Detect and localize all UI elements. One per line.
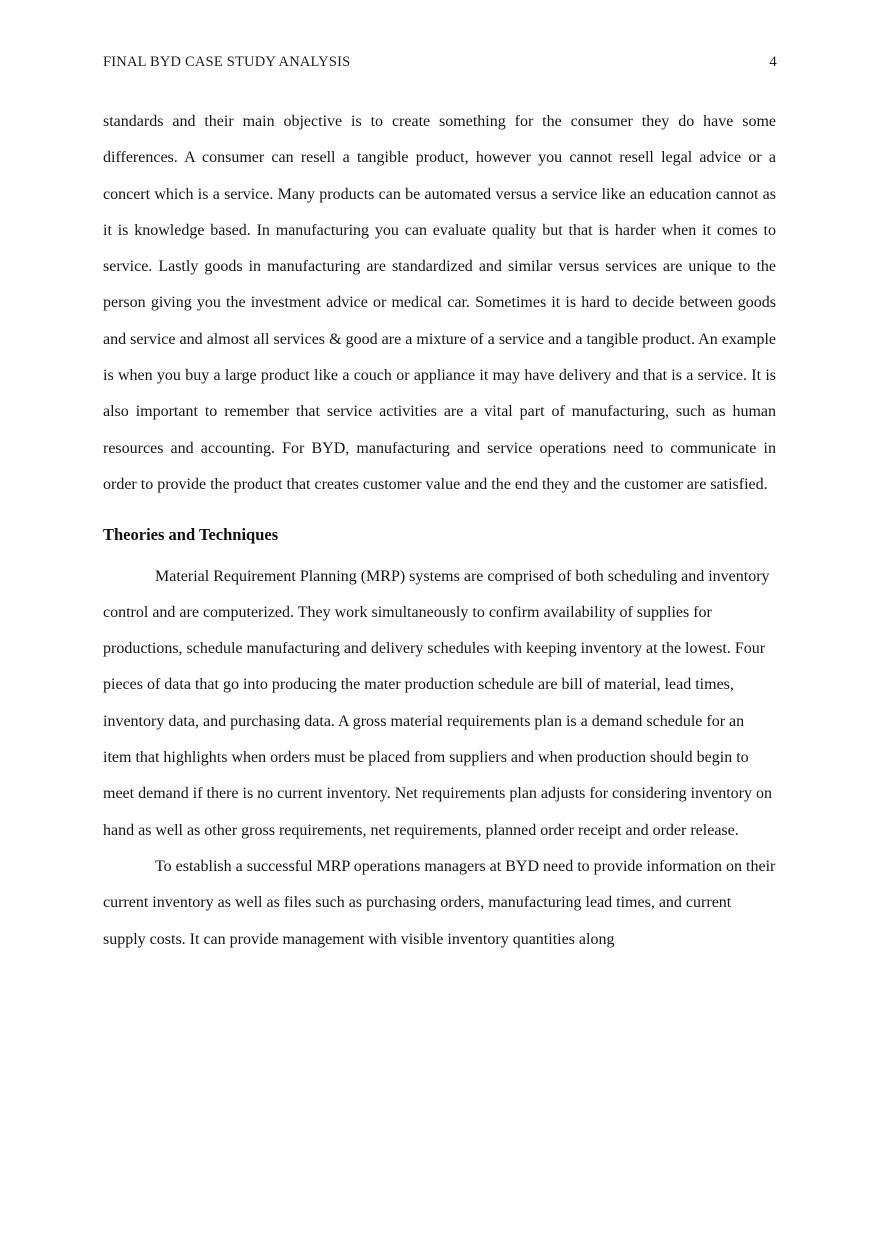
body-paragraph: standards and their main objective is to create something for the consumer they do have some differences. A consumer can resell a tangible product, however you cannot resell legal advice or a concert which is a service. Many products can be automated versus a service like an education cannot as it is knowledge based. In manufacturing you can evaluate quality but that is harder when it comes to service. Lastly goods in manufacturing are standardized and similar versus services are unique to the person giving you the investment advice or medical car. Sometimes it is hard to decide between goods and service and almost all services & good are a mixture of a service and a tangible product. An example is when you buy a large product like a couch or appliance it may have delivery and that is a service. It is also important to remember that service activities are a vital part of manufacturing, such as human resources and accounting. For BYD, manufacturing and service operations need to communicate in order to provide the product that creates customer value and the end they and the customer are satisfied.: [103, 113, 776, 493]
section-heading: Theories and Techniques: [103, 525, 279, 545]
body-paragraph: Material Requirement Planning (MRP) systems are comprised of both scheduling and inventory control and are computerized. They work simultaneously to confirm availability of supplies for productions, schedule manufacturing and delivery schedules with keeping inventory at the lowest. Four pieces of data that go into producing the mater production schedule are bill of material, lead times, inventory data, and purchasing data. A gross material requirements plan is a demand schedule for an item that highlights when orders must be placed from suppliers and when production should begin to meet demand if there is no current inventory. Net requirements plan adjusts for considering inventory on hand as well as other gross requirements, net requirements, planned order receipt and order release.: [103, 567, 772, 839]
document-body: [0, 104, 880, 958]
running-head: FINAL BYD CASE STUDY ANALYSIS: [103, 54, 351, 70]
page-header: [0, 0, 880, 71]
page-number: 4: [769, 54, 777, 70]
body-paragraph: To establish a successful MRP operations managers at BYD need to provide information on their current inventory as well as files such as purchasing orders, manufacturing lead times, and current supply costs. It can provide management with visible inventory quantities along: [103, 857, 776, 948]
